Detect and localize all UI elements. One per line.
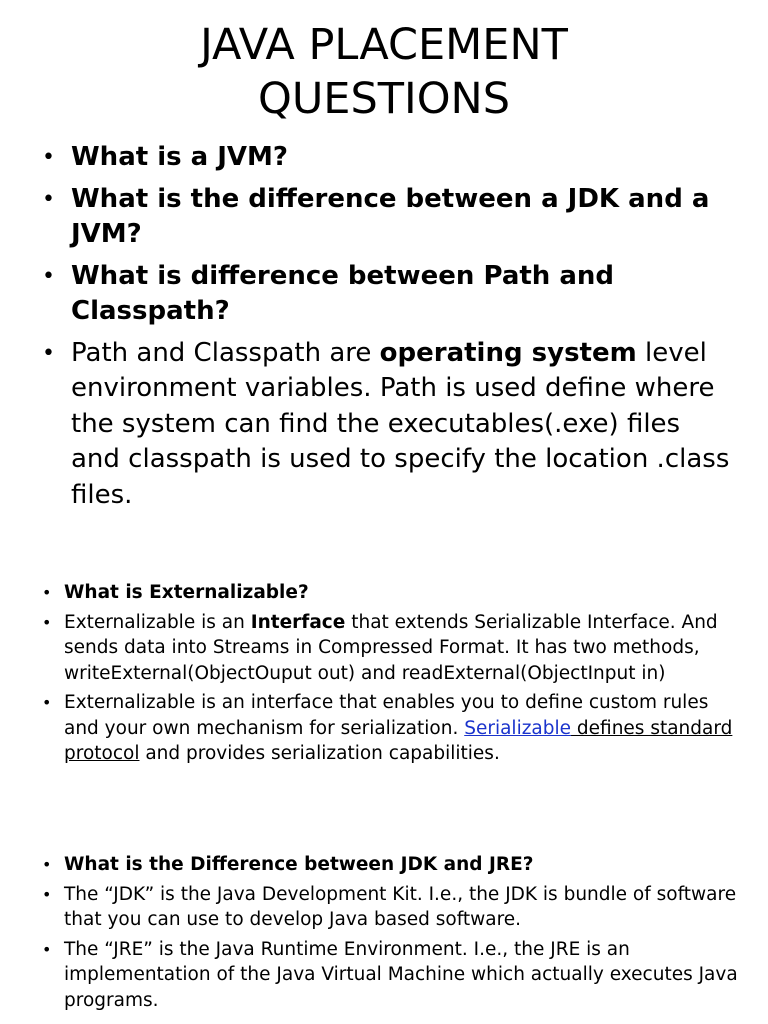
answer-path-text-1: Path and Classpath are [71,337,380,368]
answer-externalizable-1-text-2: that extends Serializable Interface. And sends data into Streams in Compressed Format. It has two methods, writeExternal(ObjectOuput out) and readExternal(ObjectInput in) [64,611,718,684]
list-item [40,140,730,176]
list-item [40,852,740,878]
externalizable-section [40,580,740,771]
page-title-line-1: JAVA PLACEMENT [200,20,568,70]
list-item [40,259,730,330]
question-path-vs-classpath: What is difference between Path and Classpath? [71,260,615,326]
answer-externalizable-2-text-1: Externalizable is an interface that enables you to define custom rules and your own mechanism for serialization. [64,692,709,739]
question-externalizable: What is Externalizable? [64,582,309,603]
question-jdk-vs-jre: What is the Difference between JDK and JRE? [64,854,534,875]
list-item [40,336,730,514]
page-title [0,18,768,126]
answer-path-text-2: level environment variables. Path is used define where the system can find the executables(.exe) files and classpath is used to specify the location .class files. [71,337,730,510]
jdk-jre-section [40,852,740,1017]
answer-externalizable-2-text-2: and provides serialization capabilities. [139,743,500,764]
question-jdk-vs-jvm: What is the difference between a JDK and a JVM? [71,183,710,249]
list-item [40,690,740,767]
answer-path-bold: operating system [379,337,637,368]
answer-jdk: The “JDK” is the Java Development Kit. I.e., the JDK is bundle of software that you can use to develop Java based software. [64,883,737,930]
list-item [40,182,730,253]
answer-externalizable-1-bold: Interface [250,611,346,633]
serializable-link[interactable]: Serializable [464,717,572,739]
list-item [40,580,740,606]
standard-protocol-underlined: defines standard protocol [64,717,733,764]
question-jvm: What is a JVM? [71,142,289,172]
list-item [40,610,740,687]
page-title-line-2: QUESTIONS [257,74,511,124]
top-question-list [40,140,730,519]
list-item [40,882,740,933]
answer-externalizable-1-text-1: Externalizable is an [64,611,251,633]
list-item [40,937,740,1014]
answer-jre: The “JRE” is the Java Runtime Environment. I.e., the JRE is an implementation of the Java Virtual Machine which actually executes Java programs. [64,938,738,1011]
